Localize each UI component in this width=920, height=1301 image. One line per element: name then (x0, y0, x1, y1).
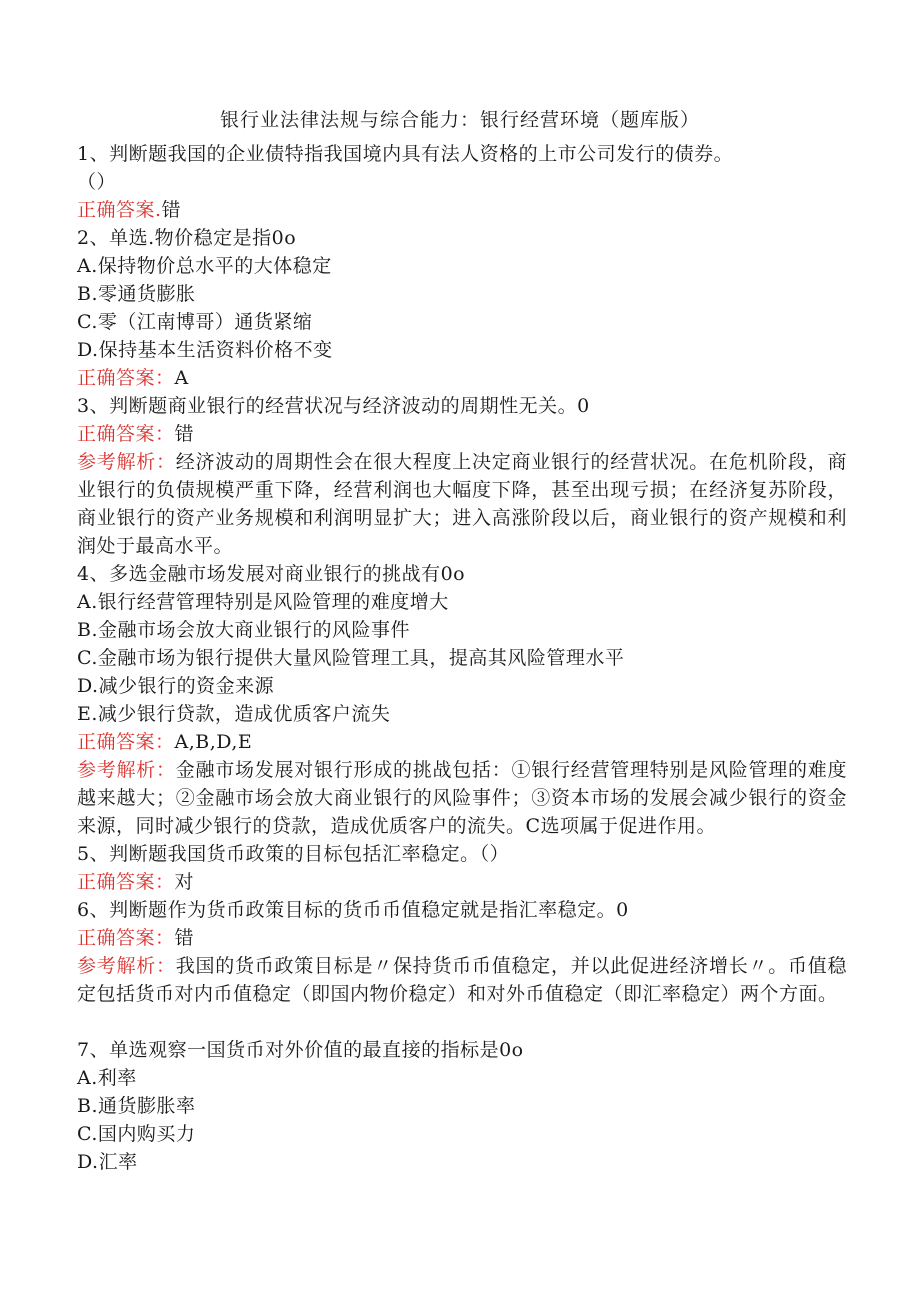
q3-analysis (77, 448, 847, 560)
analysis-text: 我国的货币政策目标是〃保持货币币值稳定，并以此促进经济增长〃。币值稳定包括货币对内币值稳定（即国内物价稳定）和对外币值稳定（即汇率稳定）两个方面。 (77, 955, 847, 1005)
answer-value: 错 (174, 927, 195, 949)
q3-answer (77, 420, 847, 448)
q5-stem: 5、判断题我国货币政策的目标包括汇率稳定。（） (77, 843, 510, 865)
q7-stem: 7、单选观察一国货币对外价值的最直接的指标是0o (77, 1039, 524, 1061)
answer-value: A (174, 367, 189, 389)
q4-option-d: D.减少银行的资金来源 (77, 675, 275, 697)
answer-value: 对 (174, 871, 195, 893)
q2-option-d: D.保持基本生活资料价格不变 (77, 339, 333, 361)
q1-answer (77, 196, 847, 224)
answer-label: 正确答案. (77, 199, 162, 221)
q5-answer (77, 868, 847, 896)
q4-analysis (77, 756, 847, 840)
q1-stem: 1、判断题我国的企业债特指我国境内具有法人资格的上市公司发行的债券。 (77, 143, 734, 165)
q7-option-a: A.利率 (77, 1067, 137, 1089)
document-title: 银行业法律法规与综合能力：银行经营环境（题库版） (219, 109, 700, 131)
answer-label: 正确答案： (77, 871, 175, 893)
q4-answer (77, 728, 847, 756)
answer-value: 错 (174, 423, 195, 445)
q2-option-a: A.保持物价总水平的大体稳定 (77, 255, 332, 277)
q4-stem: 4、多选金融市场发展对商业银行的挑战有0o (77, 563, 466, 585)
q7-option-b: B.通货膨胀率 (77, 1095, 196, 1117)
q3-stem: 3、判断题商业银行的经营状况与经济波动的周期性无关。0 (77, 395, 590, 417)
analysis-label: 参考解析： (77, 759, 176, 781)
answer-value: A,B,D,E (174, 731, 253, 753)
answer-label: 正确答案： (77, 731, 175, 753)
q2-option-b: B.零通货膨胀 (77, 283, 196, 305)
q4-option-b: B.金融市场会放大商业银行的风险事件 (77, 619, 411, 641)
answer-label: 正确答案： (77, 367, 175, 389)
q2-option-c: C.零（江南博哥）通货紧缩 (77, 311, 313, 333)
q4-option-e: E.减少银行贷款，造成优质客户流失 (77, 703, 391, 725)
analysis-label: 参考解析： (77, 451, 176, 473)
q7-option-d: D.汇率 (77, 1151, 138, 1173)
analysis-text: 经济波动的周期性会在很大程度上决定商业银行的经营状况。在危机阶段，商业银行的负债规模严重下降，经营利润也大幅度下降，甚至出现亏损；在经济复苏阶段，商业银行的资产业务规模和利润明显扩大；进入高涨阶段以后，商业银行的资产规模和利润处于最高水平。 (77, 451, 847, 557)
analysis-text: 金融市场发展对银行形成的挑战包括：①银行经营管理特别是风险管理的难度越来越大；②金融市场会放大商业银行的风险事件；③资本市场的发展会减少银行的资金来源，同时减少银行的贷款，造成优质客户的流失。C选项属于促进作用。 (77, 759, 847, 837)
q6-analysis (77, 952, 847, 1008)
answer-label: 正确答案： (77, 423, 175, 445)
q2-answer (77, 364, 847, 392)
q6-answer (77, 924, 847, 952)
analysis-label: 参考解析： (77, 955, 176, 977)
q1-stem-bracket: （） (77, 171, 117, 193)
q6-stem: 6、判断题作为货币政策目标的货币币值稳定就是指汇率稳定。0 (77, 899, 629, 921)
q4-option-c: C.金融市场为银行提供大量风险管理工具，提高其风险管理水平 (77, 647, 625, 669)
q7-option-c: C.国内购买力 (77, 1123, 196, 1145)
q2-stem: 2、单选.物价稳定是指0o (77, 227, 297, 249)
q4-option-a: A.银行经营管理特别是风险管理的难度增大 (77, 591, 449, 613)
answer-label: 正确答案： (77, 927, 175, 949)
answer-value: 错 (161, 199, 182, 221)
